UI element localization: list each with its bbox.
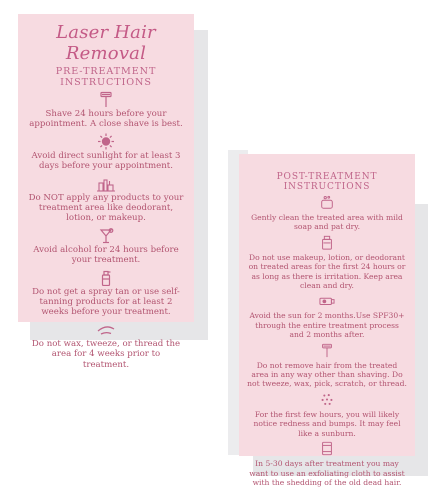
instruction-text: Avoid the sun for 2 months.Use SPF30+ through the entire treatment process and 2 months after. xyxy=(249,311,405,340)
soap-icon xyxy=(239,195,415,212)
instruction-item xyxy=(18,269,194,318)
instruction-text: Do not use makeup, lotion, or deodorant on treated areas for the first 24 hours or as long as there is irritation. Keep area clean and dry. xyxy=(248,252,406,291)
instruction-item xyxy=(239,392,415,438)
sunscreen-icon xyxy=(239,293,415,310)
instruction-text: Shave 24 hours before your appointment. A close shave is best. xyxy=(29,109,183,130)
instruction-text: Do not get a spray tan or use self-tanning products for at least 2 weeks before your treatment. xyxy=(32,286,180,318)
cosmetics-icon xyxy=(18,175,194,192)
instruction-text: Avoid direct sunlight for at least 3 days before your appointment. xyxy=(31,150,181,172)
razor-icon xyxy=(239,343,415,360)
instruction-item xyxy=(239,235,415,291)
razor-icon xyxy=(18,91,194,108)
instruction-item xyxy=(239,293,415,339)
instruction-text: Do not remove hair from the treated area in any way other than shaving. Do not tweeze, wax, pick, scratch, or thread. xyxy=(247,360,407,389)
instruction-item xyxy=(18,175,194,224)
instruction-item xyxy=(239,195,415,232)
towel-icon xyxy=(239,441,415,458)
card-subtitle: PRE-TREATMENT INSTRUCTIONS xyxy=(55,66,157,88)
instruction-item xyxy=(18,321,194,370)
bumps-icon xyxy=(239,392,415,409)
instruction-text: Avoid alcohol for 24 hours before your treatment. xyxy=(33,244,179,266)
sun-icon xyxy=(18,133,194,150)
spray-bottle-icon xyxy=(18,269,194,286)
instruction-item xyxy=(18,227,194,266)
lotion-icon xyxy=(239,235,415,252)
post-treatment-card xyxy=(239,154,415,487)
pre-treatment-card xyxy=(18,14,194,370)
instruction-item xyxy=(18,91,194,130)
instruction-text: In 5-30 days after treatment you may want to use an exfoliating cloth to assist with the shedding of the old dead hair. xyxy=(249,459,405,487)
card-title: Laser Hair Removal xyxy=(56,22,156,64)
eyebrow-icon xyxy=(18,321,194,338)
instruction-item xyxy=(239,343,415,389)
instruction-item xyxy=(18,133,194,172)
instruction-text: For the first few hours, you will likely notice redness and bumps. It may feel like a sunburn. xyxy=(253,409,401,438)
instruction-text: Do not wax, tweeze, or thread the area for 4 weeks prior to treatment. xyxy=(31,338,181,370)
card-subtitle: POST-TREATMENT INSTRUCTIONS xyxy=(276,172,378,192)
instruction-text: Do NOT apply any products to your treatment area like deodorant, lotion, or makeup. xyxy=(28,192,184,224)
cocktail-icon xyxy=(18,227,194,244)
instruction-item xyxy=(239,441,415,487)
instruction-text: Gently clean the treated area with mild soap and pat dry. xyxy=(251,213,403,232)
